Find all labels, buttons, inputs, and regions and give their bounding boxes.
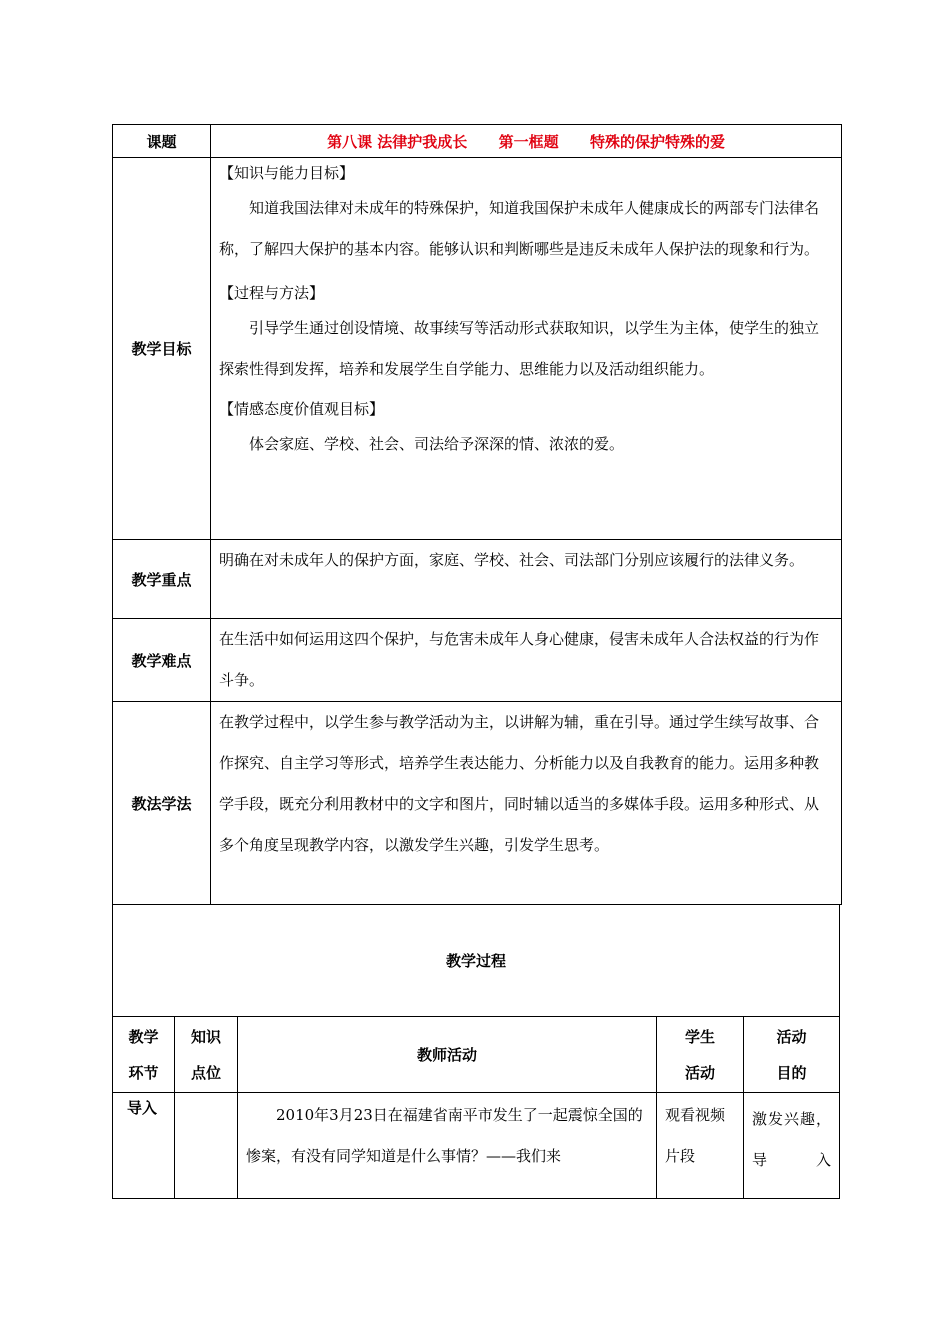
- col-stage-line2: 环节: [128, 1063, 159, 1082]
- process-heading-row: [113, 905, 840, 1017]
- student-cell: [657, 1093, 744, 1199]
- knowledge-heading: 【知识与能力目标】: [219, 164, 355, 182]
- col-knowledge-line1: 知识: [190, 1027, 221, 1046]
- col-purpose: [744, 1017, 840, 1093]
- knowledge-cell: [175, 1093, 238, 1199]
- stage-cell: [113, 1093, 175, 1199]
- col-purpose-line1: 活动: [776, 1027, 807, 1046]
- lesson-title: 第八课 法律护我成长 第一框题 特殊的保护特殊的爱: [211, 125, 842, 158]
- teacher-cell: [238, 1093, 657, 1199]
- purpose-cell: [744, 1093, 840, 1199]
- key-point-row: [113, 540, 842, 619]
- difficulty-text: 在生活中如何运用这四个保护，与危害未成年人身心健康，侵害未成年人合法权益的行为作斗争。: [219, 630, 820, 689]
- methods-label: 教法学法: [113, 702, 211, 905]
- difficulty-row: [113, 619, 842, 702]
- process-column-header-row: [113, 1017, 840, 1093]
- lesson-plan-table: [112, 124, 842, 905]
- col-student: [657, 1017, 744, 1093]
- process-heading: 教学过程: [113, 905, 840, 1017]
- difficulty-cell: [211, 619, 842, 702]
- methods-row: [113, 702, 842, 905]
- objectives-row: [113, 158, 842, 540]
- purpose-text: 激发兴趣，导入: [752, 1110, 831, 1169]
- col-student-line2: 活动: [684, 1063, 715, 1082]
- col-purpose-line2: 目的: [776, 1063, 807, 1082]
- col-student-line1: 学生: [684, 1027, 715, 1046]
- methods-cell: [211, 702, 842, 905]
- col-teacher: 教师活动: [238, 1017, 657, 1093]
- objectives-content: [211, 158, 842, 540]
- process-method-text: 引导学生通过创设情境、故事续写等活动形式获取知识，以学生为主体，使学生的独立探索性得到发挥，培养和发展学生自学能力、思维能力以及活动组织能力。: [219, 319, 820, 378]
- col-stage: [113, 1017, 175, 1093]
- col-stage-line1: 教学: [128, 1027, 159, 1046]
- col-knowledge: [175, 1017, 238, 1093]
- process-table: [112, 904, 840, 1199]
- lesson-plan-page: [112, 124, 839, 1199]
- process-method-heading: 【过程与方法】: [219, 284, 325, 302]
- emotion-text: 体会家庭、学校、社会、司法给予深深的情、浓浓的爱。: [249, 435, 625, 453]
- knowledge-text: 知道我国法律对未成年的特殊保护，知道我国保护未成年人健康成长的两部专门法律名称，了解四大保护的基本内容。能够认识和判断哪些是违反未成年人保护法的现象和行为。: [219, 199, 820, 258]
- title-row: [113, 125, 842, 158]
- table-row: [113, 1093, 840, 1199]
- teacher-text: 2010年3月23日在福建省南平市发生了一起震惊全国的惨案，有没有同学知道是什么事情？——我们来: [246, 1106, 643, 1165]
- objectives-label: 教学目标: [113, 158, 211, 540]
- key-point-cell: [211, 540, 842, 619]
- stage-text: 导入: [127, 1099, 158, 1117]
- emotion-heading: 【情感态度价值观目标】: [219, 400, 385, 418]
- methods-text: 在教学过程中，以学生参与教学活动为主，以讲解为辅，重在引导。通过学生续写故事、合作探究、自主学习等形式，培养学生表达能力、分析能力以及自我教育的能力。运用多种教学手段，既充分利用教材中的文字和图片，同时辅以适当的多媒体手段。运用多种形式、从多个角度呈现教学内容，以激发学生兴趣，引发学生思考。: [219, 713, 820, 854]
- key-point-text: 明确在对未成年人的保护方面，家庭、学校、社会、司法部门分别应该履行的法律义务。: [219, 551, 805, 569]
- col-knowledge-line2: 点位: [190, 1063, 221, 1082]
- key-point-label: 教学重点: [113, 540, 211, 619]
- topic-label: 课题: [113, 125, 211, 158]
- difficulty-label: 教学难点: [113, 619, 211, 702]
- student-text: 观看视频片段: [665, 1106, 726, 1165]
